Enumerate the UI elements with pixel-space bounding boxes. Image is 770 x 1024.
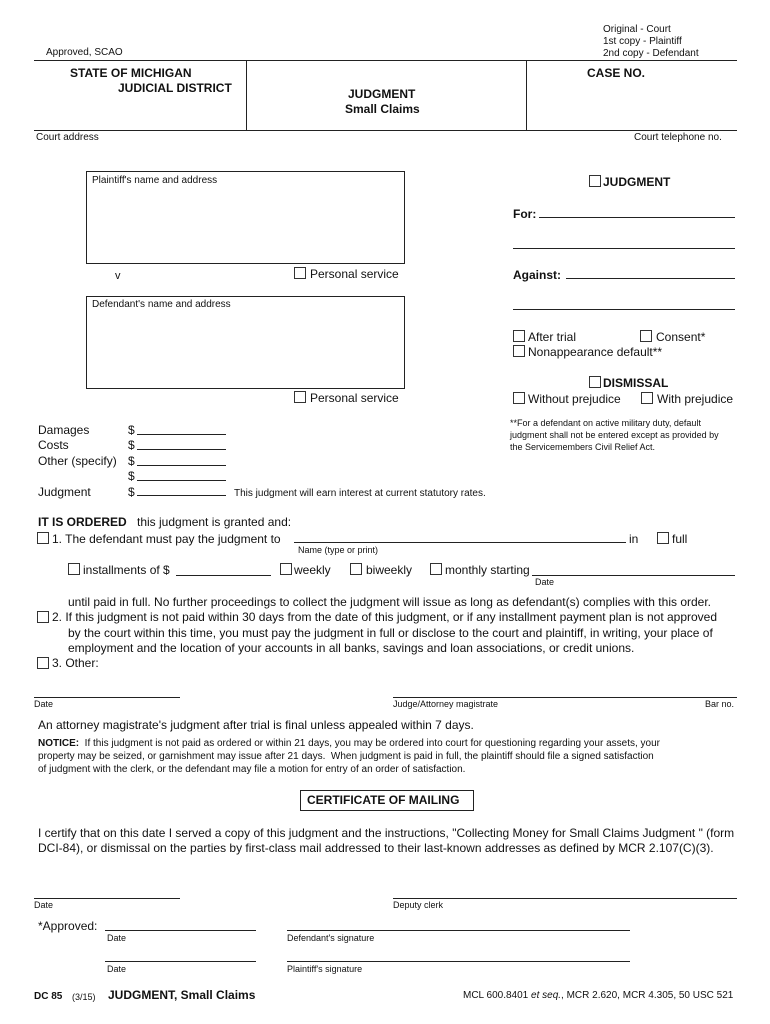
military-note-3: the Servicemembers Civil Relief Act.	[510, 442, 656, 452]
against-line[interactable]	[566, 278, 735, 279]
mcl-text: MCL 600.8401	[463, 990, 532, 1001]
approved-label: *Approved:	[38, 919, 98, 933]
monthly-label: monthly starting	[445, 563, 530, 577]
military-note-2: judgment shall not be entered except as provided by	[510, 430, 719, 440]
after-trial-checkbox[interactable]	[513, 330, 525, 342]
interest-note: This judgment will earn interest at current statutory rates.	[234, 488, 486, 499]
magistrate-note: An attorney magistrate's judgment after trial is final unless appealed within 7 days.	[38, 718, 474, 732]
order-date-label: Date	[34, 699, 54, 709]
judgment-amount-line[interactable]	[137, 495, 226, 496]
et-seq-text: et seq.	[531, 990, 562, 1001]
header-bottom-rule	[34, 130, 737, 131]
order-date-line[interactable]	[34, 697, 180, 698]
with-prejudice-checkbox[interactable]	[641, 392, 653, 404]
installments-checkbox[interactable]	[68, 563, 80, 575]
granted-text: this judgment is granted and:	[137, 515, 292, 529]
after-trial-label: After trial	[528, 330, 577, 344]
other-amount-line[interactable]	[137, 465, 226, 466]
court-phone-label: Court telephone no.	[634, 132, 722, 143]
court-address-label: Court address	[36, 132, 99, 143]
judge-signature-line[interactable]	[393, 697, 737, 698]
approved-date-line-2[interactable]	[105, 961, 256, 962]
item2-checkbox[interactable]	[37, 611, 49, 623]
damages-amount-line[interactable]	[137, 434, 226, 435]
bar-no-label: Bar no.	[705, 699, 735, 709]
for-label: For:	[513, 207, 537, 221]
biweekly-checkbox[interactable]	[350, 563, 362, 575]
notice-text-2b: When judgment is paid in full, the plaintiff should file a signed satisfaction	[330, 751, 654, 762]
monthly-checkbox[interactable]	[430, 563, 442, 575]
full-label: full	[672, 532, 688, 546]
weekly-label: weekly	[294, 563, 331, 577]
header-divider-left	[246, 61, 247, 130]
item1-checkbox[interactable]	[37, 532, 49, 544]
certificate-title: CERTIFICATE OF MAILING	[307, 793, 460, 807]
start-date-line[interactable]	[532, 575, 735, 576]
item3-text: 3. Other:	[52, 656, 99, 670]
defendant-signature-line[interactable]	[287, 930, 630, 931]
consent-label: Consent*	[656, 330, 706, 344]
consent-checkbox[interactable]	[640, 330, 652, 342]
dollar-sign: $	[128, 454, 135, 468]
dismissal-checkbox[interactable]	[589, 376, 601, 388]
until-paid-text: until paid in full. No further proceedings to collect the judgment will issue as long as defendant(s) complies with this order.	[68, 595, 712, 609]
other-amount-line-2[interactable]	[137, 480, 226, 481]
judgment-check-label: JUDGMENT	[603, 175, 671, 189]
plaintiff-signature-label: Plaintiff's signature	[287, 964, 363, 974]
clerk-signature-line[interactable]	[393, 898, 737, 899]
notice-line-1	[38, 738, 660, 749]
dismissal-label: DISMISSAL	[603, 376, 669, 390]
item2-line-c: employment and the location of your accounts in all banks, savings and loan associations, or credit unions.	[68, 641, 635, 655]
judgment-checkbox[interactable]	[589, 175, 601, 187]
state-label: STATE OF MICHIGAN	[70, 66, 192, 80]
full-checkbox[interactable]	[657, 532, 669, 544]
personal-service-plaintiff-checkbox[interactable]	[294, 267, 306, 279]
dollar-sign: $	[128, 485, 135, 499]
item3-checkbox[interactable]	[37, 657, 49, 669]
military-note-1: **For a defendant on active military duty, default	[510, 418, 701, 428]
for-line-2[interactable]	[513, 248, 735, 249]
district-label: JUDICIAL DISTRICT	[118, 81, 232, 95]
without-prejudice-checkbox[interactable]	[513, 392, 525, 404]
mcr-text: , MCR 2.620, MCR 4.305, 50 USC 521	[561, 990, 734, 1001]
without-prejudice-label: Without prejudice	[528, 392, 621, 406]
name-hint: Name (type or print)	[298, 545, 379, 555]
form-subtitle: Small Claims	[345, 102, 420, 116]
footer-citations	[463, 990, 733, 1001]
item2-line-b: by the court within this time, you must pay the judgment in full or disclose to the court and plaintiff, in writing, your place of	[68, 626, 713, 640]
payee-name-line[interactable]	[294, 542, 626, 543]
defendant-signature-label: Defendant's signature	[287, 933, 375, 943]
plaintiff-label: Plaintiff's name and address	[92, 175, 218, 186]
header-top-rule	[34, 60, 737, 61]
dollar-sign: $	[128, 469, 135, 483]
it-is-ordered-label: IT IS ORDERED	[38, 515, 127, 529]
approved-scao: Approved, SCAO	[46, 47, 123, 58]
other-label: Other (specify)	[38, 454, 117, 468]
installment-amount-line[interactable]	[176, 575, 271, 576]
weekly-checkbox[interactable]	[280, 563, 292, 575]
mail-date-line[interactable]	[34, 898, 180, 899]
personal-service-plaintiff-label: Personal service	[310, 267, 399, 281]
certificate-line-1: I certify that on this date I served a copy of this judgment and the instructions, "Collecting Money for Small Claims Judgment " (form	[38, 826, 735, 840]
for-line[interactable]	[539, 217, 735, 218]
personal-service-defendant-checkbox[interactable]	[294, 391, 306, 403]
clerk-label: Deputy clerk	[393, 900, 444, 910]
notice-label: NOTICE:	[38, 738, 80, 749]
defendant-label: Defendant's name and address	[92, 299, 231, 310]
judgment-amount-label: Judgment	[38, 485, 91, 499]
item2-line-a: 2. If this judgment is not paid within 30 days from the date of this judgment, or if any installment payment plan is not approved	[52, 610, 718, 624]
case-no-label: CASE NO.	[587, 66, 646, 80]
certificate-line-2: DCI-84), or dismissal on the parties by first-class mail addressed to their last-known addresses as defined by MCR 2.107(C)(3).	[38, 841, 714, 855]
header-divider-right	[526, 61, 527, 130]
installments-label: installments of $	[83, 563, 170, 577]
with-prejudice-label: With prejudice	[657, 392, 734, 406]
biweekly-label: biweekly	[366, 563, 413, 577]
approved-date-label-1: Date	[107, 933, 127, 943]
damages-label: Damages	[38, 423, 90, 437]
copy-original: Original - Court	[603, 24, 671, 35]
nonappearance-checkbox[interactable]	[513, 345, 525, 357]
notice-line-3: of judgment with the clerk, or the defendant may file a motion for entry of an order of satisfaction.	[38, 764, 466, 775]
form-title: JUDGMENT	[348, 87, 416, 101]
versus-label: v	[115, 270, 121, 282]
plaintiff-signature-line[interactable]	[287, 961, 630, 962]
against-label: Against:	[513, 268, 561, 282]
item1-text: 1. The defendant must pay the judgment to	[52, 532, 281, 546]
footer-title: JUDGMENT, Small Claims	[108, 988, 256, 1002]
notice-text-2a: property may be seized, or garnishment may issue after 21 days.	[38, 751, 326, 762]
date-hint: Date	[535, 577, 555, 587]
copy-plaintiff: 1st copy - Plaintiff	[603, 36, 682, 47]
personal-service-defendant-label: Personal service	[310, 391, 399, 405]
dollar-sign: $	[128, 423, 135, 437]
dollar-sign: $	[128, 438, 135, 452]
notice-text-1: If this judgment is not paid as ordered or within 21 days, you may be ordered into court for questioning regarding your assets, your	[84, 738, 660, 749]
notice-line-2	[38, 751, 654, 762]
approved-date-label-2: Date	[107, 964, 127, 974]
copy-defendant: 2nd copy - Defendant	[603, 48, 699, 59]
against-line-2[interactable]	[513, 309, 735, 310]
nonappearance-label: Nonappearance default**	[528, 345, 663, 359]
costs-label: Costs	[38, 438, 69, 452]
judge-label: Judge/Attorney magistrate	[393, 699, 499, 709]
form-number: DC 85	[34, 991, 63, 1002]
in-label: in	[629, 532, 639, 546]
costs-amount-line[interactable]	[137, 449, 226, 450]
approved-date-line-1[interactable]	[105, 930, 256, 931]
form-revision: (3/15)	[72, 992, 96, 1002]
mail-date-label: Date	[34, 900, 54, 910]
